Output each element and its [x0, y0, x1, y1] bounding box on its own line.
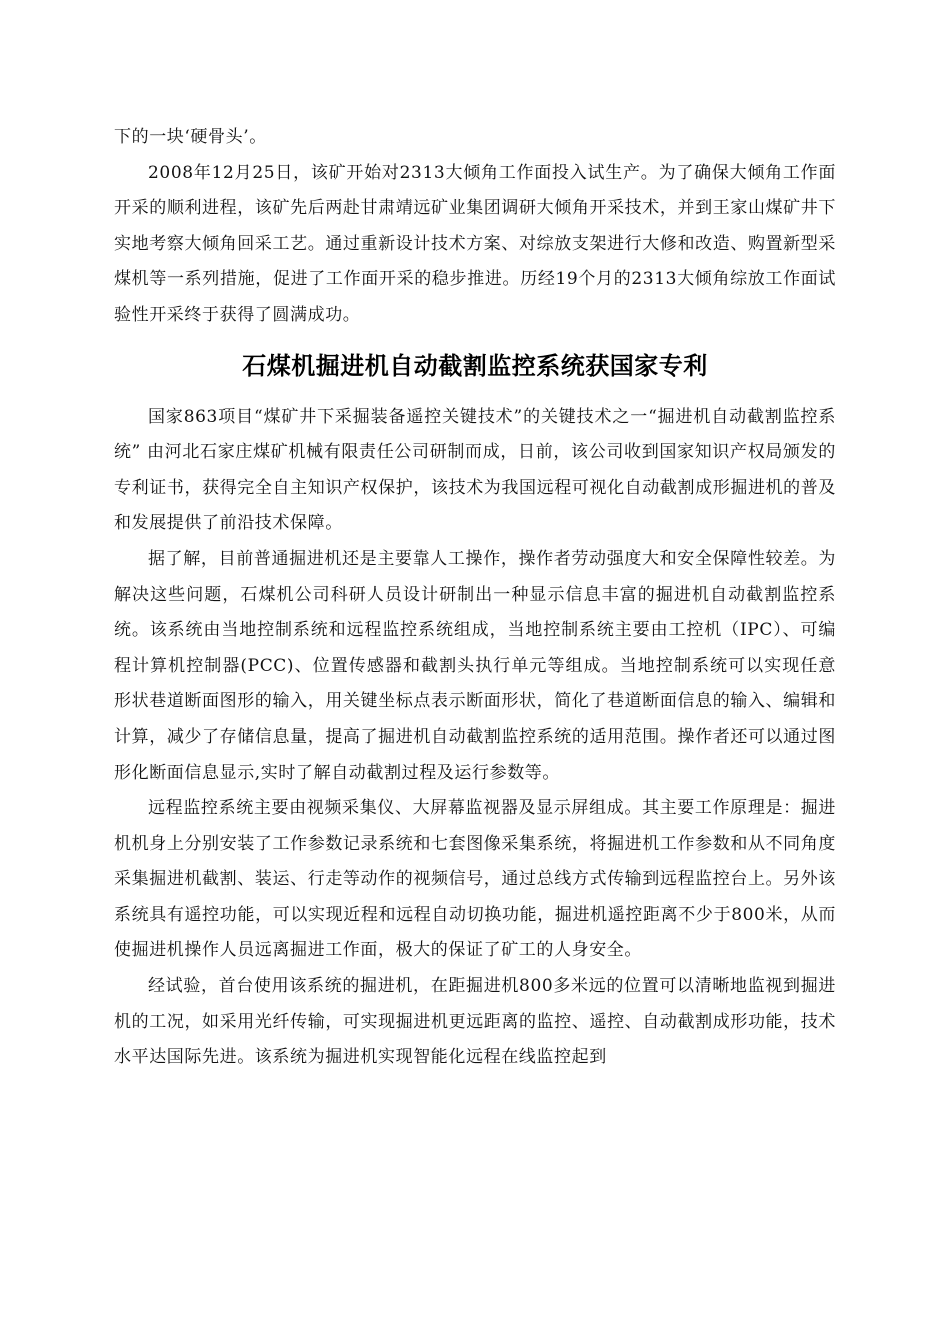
document-body	[114, 120, 836, 1076]
intro-paragraph: 2008年12月25日，该矿开始对2313大倾角工作面投入试生产。为了确保大倾角工作面开采的顺利进程，该矿先后两赴甘肃靖远矿业集团调研大倾角开采技术，并到王家山煤矿井下实地考察大倾角回采工艺。通过重新设计技术方案、对综放支架进行大修和改造、购置新型采煤机等一系列措施，促进了工作面开采的稳步推进。历经19个月的2313大倾角综放工作面试验性开采终于获得了圆满成功。	[114, 162, 836, 325]
article-paragraph-1: 国家863项目“煤矿井下采掘装备遥控关键技术”的关键技术之一“掘进机自动截割监控系统” 由河北石家庄煤矿机械有限责任公司研制而成，日前，该公司收到国家知识产权局颁发的专利证书，获得完全自主知识产权保护，该技术为我国远程可视化自动截割成形掘进机的普及和发展提供了前沿技术保障。	[114, 406, 836, 534]
article-paragraph-3: 远程监控系统主要由视频采集仪、大屏幕监视器及显示屏组成。其主要工作原理是：掘进机机身上分别安装了工作参数记录系统和七套图像采集系统，将掘进机工作参数和从不同角度采集掘进机截割、装运、行走等动作的视频信号，通过总线方式传输到远程监控台上。另外该系统具有遥控功能，可以实现近程和远程自动切换功能，掘进机遥控距离不少于800米，从而使掘进机操作人员远离掘进工作面，极大的保证了矿工的人身安全。	[114, 798, 836, 961]
article-paragraph-2: 据了解，目前普通掘进机还是主要靠人工操作，操作者劳动强度大和安全保障性较差。为解决这些问题，石煤机公司科研人员设计研制出一种显示信息丰富的掘进机自动截割监控系统。该系统由当地控制系统和远程监控系统组成，当地控制系统主要由工控机（IPC）、可编程计算机控制器(PCC)、位置传感器和截割头执行单元等组成。当地控制系统可以实现任意形状巷道断面图形的输入，用关键坐标点表示断面形状，简化了巷道断面信息的输入、编辑和计算，减少了存储信息量，提高了掘进机自动截割监控系统的适用范围。操作者还可以通过图形化断面信息显示,实时了解自动截割过程及运行参数等。	[114, 548, 836, 783]
article-paragraph-4: 经试验，首台使用该系统的掘进机，在距掘进机800多米远的位置可以清晰地监视到掘进机的工况，如采用光纤传输，可实现掘进机更远距离的监控、遥控、自动截割成形功能，技术水平达国际先进。该系统为掘进机实现智能化远程在线监控起到	[114, 976, 836, 1068]
article-title: 石煤机掘进机自动截割监控系统获国家专利	[242, 351, 708, 380]
continued-paragraph: 下的一块‘硬骨头’。	[114, 127, 267, 147]
